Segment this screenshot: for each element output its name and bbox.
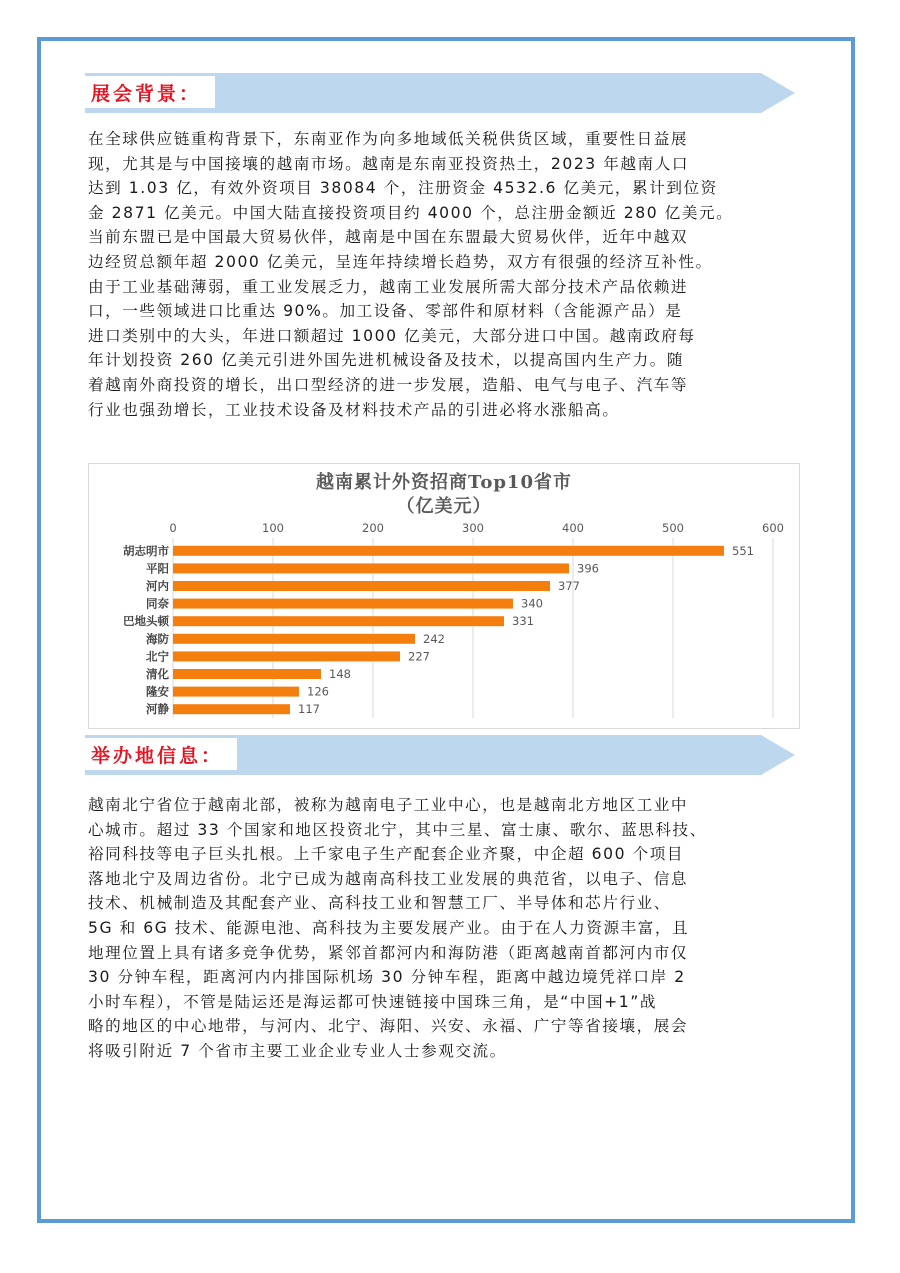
data-label: 117	[298, 702, 320, 717]
exhibition-background-paragraph: 在全球供应链重构背景下，东南亚作为向多地域低关税供货区域，重要性日益展 现，尤其是与中国接壤的越南市场。越南是东南亚投资热土，2023 年越南人口 达到 1.03 亿，有效外资项目 38084 个，注册资金 4532.6 亿美元，累计到位资 金 2871 亿美元。中国大陆直接投资项目约 4000 个，总注册金额近 280 亿美元。 当前东盟已是中国最大贸易伙伴，越南是中国在东盟最大贸易伙伴，近年中越双 边经贸总额年超 2000 亿美元，呈连年持续增长趋势，双方有很强的经济互补性。 由于工业基础薄弱，重工业发展乏力，越南工业发展所需大部分技术产品依赖进 口，一些领域进口比重达 90%。加工设备、零部件和原材料（含能源产品）是 进口类别中的大头，年进口额超过 1000 亿美元，大部分进口中国。越南政府每 年计划投资 260 亿美元引进外国先进机械设备及技术，以提高国内生产力。随 着越南外商投资的增长，出口型经济的进一步发展，造船、电气与电子、汽车等 行业也强劲增长，工业技术设备及材料技术产品的引进必将水涨船高。	[88, 130, 734, 419]
x-tick-label: 0	[169, 521, 177, 535]
bar	[173, 651, 400, 661]
data-label: 148	[329, 667, 351, 681]
data-label: 331	[512, 614, 534, 629]
data-label: 396	[577, 561, 599, 576]
data-label: 551	[732, 543, 754, 558]
chart-subtitle: （亿美元）	[396, 496, 492, 517]
y-category-label: 河内	[146, 579, 169, 593]
chart-title: 越南累计外资招商Top10省市	[316, 472, 572, 493]
section-banner-background	[85, 73, 795, 113]
section-heading-exhibition-background: 展会背景：	[91, 82, 202, 105]
bar	[173, 704, 290, 714]
data-label: 227	[408, 649, 430, 664]
data-label: 377	[558, 579, 580, 593]
bar	[173, 581, 550, 591]
x-tick-label: 300	[462, 521, 484, 535]
y-category-label: 隆安	[146, 684, 169, 699]
y-category-label: 同奈	[146, 596, 169, 611]
bar	[173, 669, 321, 679]
chart-plot	[89, 464, 799, 728]
data-label: 242	[423, 631, 445, 646]
x-tick-label: 100	[262, 521, 284, 535]
data-label: 340	[521, 596, 543, 611]
section-banner-background-2	[85, 735, 795, 775]
bar	[173, 687, 299, 697]
bar	[173, 634, 415, 644]
bar	[173, 616, 504, 626]
section-heading-venue-info: 举办地信息：	[91, 744, 224, 767]
x-tick-label: 500	[662, 521, 684, 535]
x-tick-label: 400	[562, 521, 584, 535]
y-category-label: 巴地头顿	[123, 614, 169, 629]
bar	[173, 563, 569, 573]
x-tick-label: 600	[762, 521, 784, 535]
y-category-label: 海防	[146, 631, 169, 646]
investment-chart	[88, 463, 800, 729]
section-heading-box-2	[85, 738, 237, 770]
y-category-label: 北宁	[146, 649, 169, 664]
data-label: 126	[307, 684, 329, 699]
bar	[173, 599, 513, 609]
y-category-label: 河静	[146, 702, 169, 717]
x-tick-label: 200	[362, 521, 384, 535]
y-category-label: 清化	[146, 667, 169, 681]
bar	[173, 546, 724, 556]
venue-info-paragraph: 越南北宁省位于越南北部，被称为越南电子工业中心，也是越南北方地区工业中 心城市。超过 33 个国家和地区投资北宁，其中三星、富士康、歌尔、蓝思科技、 裕同科技等电子巨头扎根。上千家电子生产配套企业齐聚，中企超 600 个项目 落地北宁及周边省份。北宁已成为越南高科技工业发展的典范省，以电子、信息 技术、机械制造及其配套产业、高科技工业和智慧工厂、半导体和芯片行业、 5G 和 6G 技术、能源电池、高科技为主要发展产业。由于在人力资源丰富，且 地理位置上具有诸多竞争优势，紧邻首都河内和海防港（距离越南首都河内市仅 30 分钟车程，距离河内内排国际机场 30 分钟车程，距离中越边境凭祥口岸 2 小时车程），不管是陆运还是海运都可快速链接中国珠三角，是“中国+1”战 略的地区的中心地带，与河内、北宁、海阳、兴安、永福、广宁等省接壤，展会 将吸引附近 7 个省市主要工业企业专业人士参观交流。	[88, 796, 707, 1060]
section-heading-box	[85, 76, 215, 108]
y-category-label: 平阳	[146, 561, 169, 576]
y-category-label: 胡志明市	[123, 543, 169, 558]
